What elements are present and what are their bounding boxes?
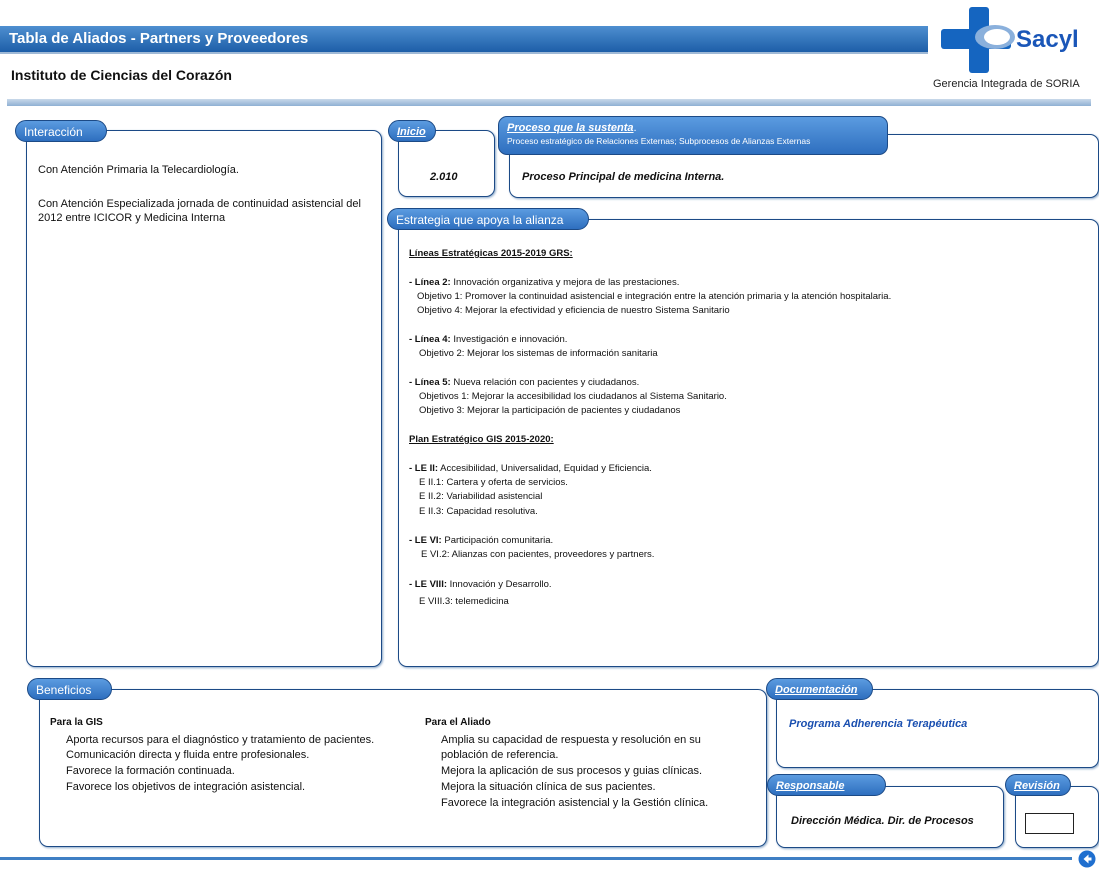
aliado-item: Amplia su capacidad de respuesta y resolución en su	[441, 734, 701, 746]
back-button[interactable]	[1078, 850, 1096, 868]
footer-divider	[0, 857, 1072, 860]
le-vi-2: E VI.2: Alianzas con pacientes, proveedores y partners.	[421, 549, 655, 560]
le-vi-label: - LE VI:	[409, 535, 442, 546]
aliado-item: población de referencia.	[441, 749, 559, 761]
inicio-tab: Inicio	[388, 120, 436, 142]
estrategia-heading-1: Líneas Estratégicas 2015-2019 GRS:	[409, 248, 573, 259]
le-ii-2: E II.2: Variabilidad asistencial	[419, 491, 543, 502]
proceso-label-suffix: .	[633, 122, 637, 134]
gis-item: Comunicación directa y fluida entre profesionales.	[66, 749, 310, 761]
responsable-value: Dirección Médica. Dir. de Procesos	[791, 815, 974, 827]
interaccion-tab: Interacción	[15, 120, 107, 142]
revision-tab: Revisión	[1005, 774, 1071, 796]
gis-item: Aporta recursos para el diagnóstico y tratamiento de pacientes.	[66, 734, 375, 746]
linea-5	[409, 376, 639, 391]
beneficios-tab: Beneficios	[27, 678, 112, 700]
gerencia-label: Gerencia Integrada de SORIA	[933, 78, 1080, 90]
aliado-item: Mejora la aplicación de sus procesos y guias clínicas.	[441, 765, 703, 777]
gis-item: Favorece la formación continuada.	[66, 765, 235, 777]
interaccion-line-2: Con Atención Especializada jornada de continuidad asistencial del 2012 entre ICICOR y Medicina Interna	[38, 198, 361, 224]
documentacion-tab: Documentación	[766, 678, 873, 700]
documentacion-value: Programa Adherencia Terapéutica	[789, 718, 968, 730]
estrategia-tab: Estrategia que apoya la alianza	[387, 208, 589, 230]
revision-value-box	[1025, 813, 1074, 834]
header-divider	[7, 99, 1091, 106]
linea-5-text: Nueva relación con pacientes y ciudadanos.	[450, 377, 640, 388]
aliado-item: Favorece la integración asistencial y la Gestión clínica.	[441, 797, 709, 809]
linea-2-label: - Línea 2:	[409, 277, 451, 288]
linea-5-label: - Línea 5:	[409, 377, 451, 388]
back-arrow-icon	[1078, 850, 1096, 868]
aliado-title: Para el Aliado	[425, 717, 491, 728]
le-vi	[409, 534, 553, 549]
le-ii-1: E II.1: Cartera y oferta de servicios.	[419, 477, 568, 488]
linea-4	[409, 333, 567, 348]
linea-4-obj-2: Objetivo 2: Mejorar los sistemas de información sanitaria	[419, 348, 658, 359]
le-ii-label: - LE II:	[409, 463, 439, 474]
gis-item: Favorece los objetivos de integración asistencial.	[66, 781, 306, 793]
le-ii	[409, 462, 652, 477]
page-title: Tabla de Aliados - Partners y Proveedores	[9, 30, 309, 47]
le-viii-3: E VIII.3: telemedicina	[419, 596, 509, 607]
gis-title: Para la GIS	[50, 717, 103, 728]
linea-2-obj-4: Objetivo 4: Mejorar la efectividad y eficiencia de nuestro Sistema Sanitario	[417, 305, 730, 316]
le-ii-text: Accesibilidad, Universalidad, Equidad y Eficiencia.	[438, 463, 652, 474]
aliado-item: Mejora la situación clínica de sus pacientes.	[441, 781, 656, 793]
linea-4-label: - Línea 4:	[409, 334, 451, 345]
le-viii-label: - LE VIII:	[409, 579, 447, 590]
le-viii-text: Innovación y Desarrollo.	[447, 579, 552, 590]
linea-2-text: Innovación organizativa y mejora de las prestaciones.	[450, 277, 680, 288]
linea-2-obj-1: Objetivo 1: Promover la continuidad asistencial e integración entre la atención primaria y la atención hospitalaria.	[417, 291, 892, 302]
inicio-value: 2.010	[430, 171, 458, 183]
linea-4-text: Investigación e innovación.	[450, 334, 568, 345]
interaccion-line-1: Con Atención Primaria la Telecardiología.	[38, 164, 239, 176]
linea-2	[409, 276, 679, 291]
linea-5-obj-1: Objetivos 1: Mejorar la accesibilidad los ciudadanos al Sistema Sanitario.	[419, 391, 727, 402]
linea-5-obj-3: Objetivo 3: Mejorar la participación de pacientes y ciudadanos	[419, 405, 681, 416]
le-viii	[409, 578, 552, 593]
proceso-tab	[498, 116, 888, 155]
page-subtitle: Instituto de Ciencias del Corazón	[11, 67, 232, 83]
proceso-label: Proceso que la sustenta	[507, 122, 634, 134]
proceso-value: Proceso Principal de medicina Interna.	[522, 171, 725, 183]
le-vi-text: Participación comunitaria.	[441, 535, 554, 546]
logo-wordmark: Sacyl	[1016, 26, 1079, 53]
proceso-subtext: Proceso estratégico de Relaciones Externas; Subprocesos de Alianzas Externas	[507, 136, 811, 146]
responsable-tab: Responsable	[767, 774, 886, 796]
le-ii-3: E II.3: Capacidad resolutiva.	[419, 506, 538, 517]
estrategia-heading-2: Plan Estratégico GIS 2015-2020:	[409, 434, 554, 445]
